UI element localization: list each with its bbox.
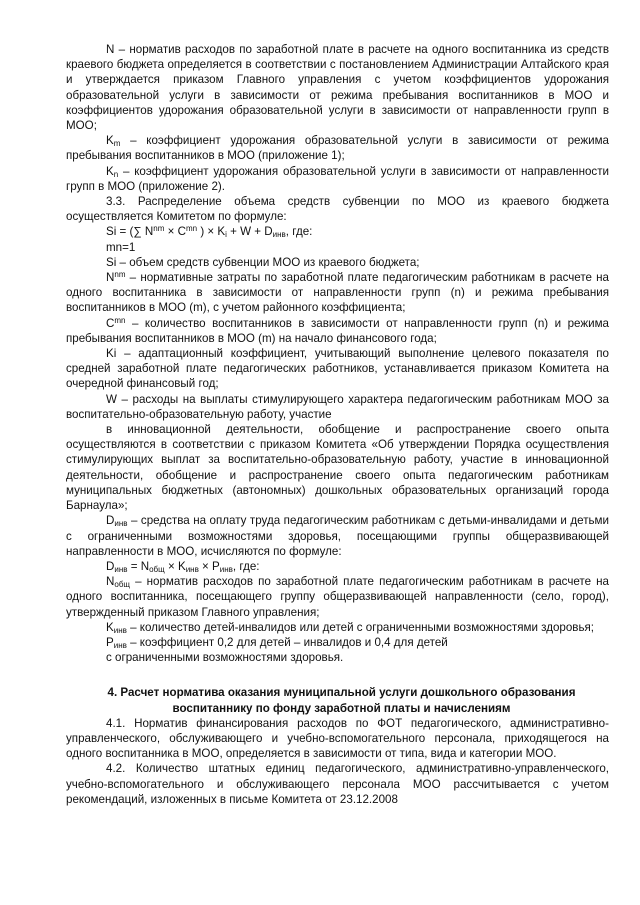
symbol: P xyxy=(106,635,114,649)
paragraph-dinv-definition xyxy=(66,513,609,559)
paragraph-km-definition xyxy=(66,133,609,163)
paragraph-nnm-definition xyxy=(66,270,609,316)
subscript: инв xyxy=(219,564,233,574)
symbol: N xyxy=(106,271,115,285)
formula-part: + W + D xyxy=(226,225,273,239)
subscript: n xyxy=(113,169,119,179)
paragraph-nobsh-definition xyxy=(66,574,609,620)
definition-text: – коэффициент 0,2 для детей – инвалидов и 0,4 для детей xyxy=(126,635,448,649)
superscript: nm xyxy=(153,224,165,234)
formula-part: × P xyxy=(198,559,220,573)
paragraph-ki-definition: Ki – адаптационный коэффициент, учитывающий выполнение целевого показателя по средней заработной плате педагогических работников, устанавливается приказом Комитета на очередной финансовый год; xyxy=(66,347,609,391)
paragraph-3-3: 3.3. Распределение объема средств субвенции по МОО из краевого бюджета осуществляется Комитетом по формуле: xyxy=(66,195,609,224)
formula-dinv xyxy=(66,559,609,574)
symbol: D xyxy=(106,514,115,528)
symbol: N xyxy=(106,575,115,589)
formula-part: D xyxy=(106,559,115,573)
subscript: общ xyxy=(149,564,165,574)
subscript: инв xyxy=(272,230,286,240)
formula-part: × C xyxy=(164,225,186,239)
formula-part: , где: xyxy=(285,225,313,239)
section-heading-4: 4. Расчет норматива оказания муниципальной услуги дошкольного образования воспитаннику по фонду заработной платы и начислениям xyxy=(107,686,576,715)
paragraph-pinv-definition xyxy=(66,635,609,650)
subscript: инв xyxy=(113,640,127,650)
formula-sum-limit: mn=1 xyxy=(106,240,136,254)
formula-part: ) × K xyxy=(197,225,226,239)
paragraph-innovation: в инновационной деятельности, обобщение и распространение своего опыта осуществляются в соответствии с приказом Комитета «Об утверждении Порядка осуществления стимулирующих выплат за воспитательно-образовательную работу, участие в инновационной деятельности, обобщение и распространение своего опыта педагогическим работникам муниципальных бюджетных (автономных) дошкольных образовательных организаций города Барнаула»; xyxy=(66,423,609,513)
superscript: mn xyxy=(185,224,198,234)
subscript: i xyxy=(225,230,227,240)
subscript: m xyxy=(113,139,121,149)
definition-text: – коэффициент удорожания образовательной услуги в зависимости от направленности групп в МОО (приложение 2). xyxy=(66,164,609,193)
formula-part: = N xyxy=(127,559,150,573)
subscript: инв xyxy=(114,564,128,574)
paragraph-4-2: 4.2. Количество штатных единиц педагогического, административно-управленческого, учебно-вспомогательного и обслуживающего персонала МОО рассчитывается с учетом рекомендаций, изложенных в письме Комитета от 23.12.2008 xyxy=(66,762,609,806)
formula-subvention xyxy=(66,224,609,239)
subscript: инв xyxy=(113,625,127,635)
subscript: инв xyxy=(185,564,199,574)
definition-text: – коэффициент удорожания образовательной услуги в зависимости от режима пребывания воспитанников в МОО (приложение 1); xyxy=(66,134,609,163)
definition-text: – норматив расходов по заработной плате педагогическим работникам в расчете на одного воспитанника, посещающего группу общеразвивающей направленности (село, город), утвержденный приказом Главного управления; xyxy=(66,575,609,619)
formula-part: , где: xyxy=(232,559,260,573)
formula-part: × K xyxy=(164,559,186,573)
symbol: K xyxy=(106,620,114,634)
paragraph-4-1: 4.1. Норматив финансирования расходов по ФОТ педагогического, административно-управленческого, обслуживающего и учебно-вспомогательного персонала, приходящегося на одного воспитанника в МОО, определяется в зависимости от типа, вида и категории МОО. xyxy=(66,716,609,761)
paragraph-kinv-definition xyxy=(66,620,609,635)
symbol: K xyxy=(106,164,114,178)
definition-text: – количество воспитанников в зависимости от направленности групп (n) и режима пребывания воспитанников в МОО (m) на начало финансового года; xyxy=(66,316,609,345)
paragraph-si-definition: Si – объем средств субвенции МОО из краевого бюджета; xyxy=(106,255,420,269)
definition-text: – количество детей-инвалидов или детей с ограниченными возможностями здоровья; xyxy=(126,620,595,634)
symbol: C xyxy=(106,316,115,330)
definition-text: – средства на оплату труда педагогическим работникам с детьми-инвалидами и детьми с ограниченными возможностями здоровья, посещающими группы общеразвивающей направленности в МОО, исчисляются по формуле: xyxy=(66,514,609,558)
superscript: mn xyxy=(114,315,126,325)
paragraph-pinv-continuation: с ограниченными возможностями здоровья. xyxy=(106,651,344,665)
paragraph-kn-definition xyxy=(66,164,609,194)
paragraph-n-definition: N – норматив расходов по заработной плате в расчете на одного воспитанника из средств краевого бюджета определяется в соответствии с постановлением Администрации Алтайского края и утверждается приказом Главного управления с учетом коэффициентов удорожания образовательной услуги в зависимости от режима пребывания воспитанников в МОО и коэффициентов удорожания образовательной услуги в зависимости от направленности групп в МОО; xyxy=(66,43,609,133)
symbol: K xyxy=(106,134,114,148)
paragraph-w-definition: W – расходы на выплаты стимулирующего характера педагогическим работникам МОО за воспитательно-образовательную работу, участие xyxy=(66,392,609,421)
formula-part: Si = (∑ N xyxy=(106,225,154,239)
definition-text: – нормативные затраты по заработной плате педагогическим работникам в расчете на одного воспитанника в зависимости от направленности групп (n) и режима пребывания воспитанников в МОО (m), с учетом районного коэффициента; xyxy=(66,271,609,315)
subscript: общ xyxy=(114,580,130,590)
subscript: инв xyxy=(114,519,128,529)
superscript: nm xyxy=(114,270,126,280)
paragraph-cmn-definition xyxy=(66,316,609,346)
